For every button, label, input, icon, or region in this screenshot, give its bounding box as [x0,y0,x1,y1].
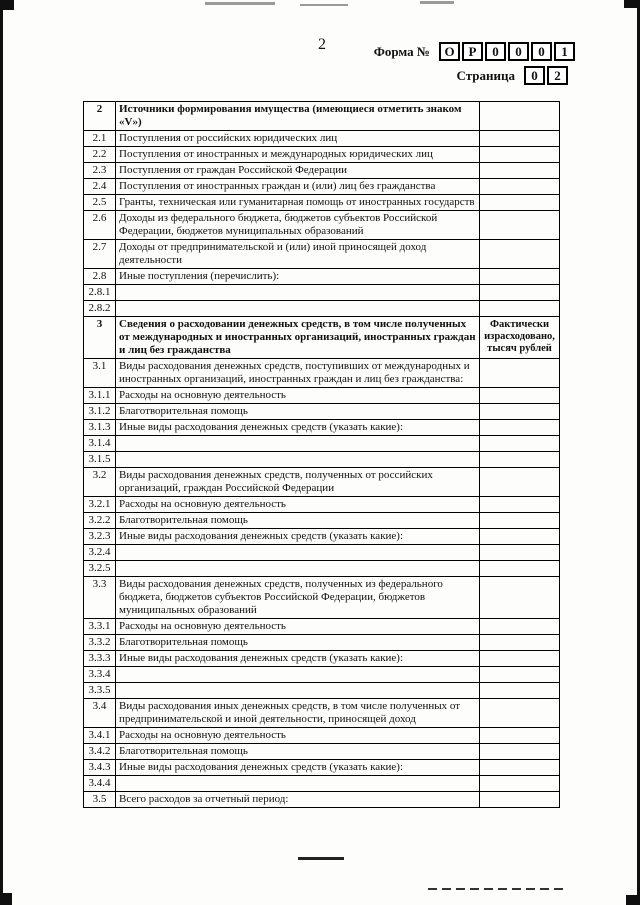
row-text: Иные виды расходования денежных средств (указать какие): [116,529,480,545]
page-code-line [457,66,568,85]
row-number: 3.1.2 [84,404,116,420]
row-value [480,513,560,529]
row-value [480,760,560,776]
row-value [480,285,560,301]
row-text: Расходы на основную деятельность [116,388,480,404]
row-text: Поступления от иностранных и международных юридических лиц [116,147,480,163]
row-number: 2.6 [84,211,116,240]
row-text: Источники формирования имущества (имеющиеся отметить знаком «V») [116,102,480,131]
table-row [84,635,560,651]
row-text: Иные поступления (перечислить): [116,269,480,285]
row-text: Виды расходования денежных средств, поступивших от международных и иностранных организаций, иностранных граждан и лиц без гражданства: [116,359,480,388]
row-value [480,269,560,285]
table-row [84,513,560,529]
row-number: 2.5 [84,195,116,211]
row-value [480,776,560,792]
row-value [480,436,560,452]
row-text [116,776,480,792]
row-text: Благотворительная помощь [116,404,480,420]
table-row [84,667,560,683]
table-row [84,404,560,420]
row-text [116,667,480,683]
row-text: Доходы из федерального бюджета, бюджетов субъектов Российской Федерации, бюджетов муниципальных образований [116,211,480,240]
table-row [84,683,560,699]
table-row [84,792,560,808]
row-value [480,468,560,497]
table-row [84,317,560,359]
row-text: Сведения о расходовании денежных средств, в том числе полученных от международных и иностранных организаций, иностранных граждан и лиц без гражданства [116,317,480,359]
form-number-label: Форма № [373,43,430,59]
table-row [84,359,560,388]
row-number: 3.4.2 [84,744,116,760]
scan-artifact-corner [0,0,14,10]
row-number: 3.3.1 [84,619,116,635]
row-text: Благотворительная помощь [116,513,480,529]
row-value [480,728,560,744]
row-number: 3.1.5 [84,452,116,468]
page-code-boxes [522,66,568,85]
code-box: 0 [508,42,529,61]
code-box: 0 [524,66,545,85]
table-row [84,545,560,561]
row-text [116,561,480,577]
row-number: 3.2 [84,468,116,497]
scan-noise [420,1,454,4]
page-code-label: Страница [456,67,515,83]
row-number: 3.3.4 [84,667,116,683]
row-value [480,667,560,683]
row-number: 2.7 [84,240,116,269]
table-row [84,211,560,240]
row-number: 3.2.2 [84,513,116,529]
row-number: 2.8.1 [84,285,116,301]
form-code-boxes [437,42,575,61]
table-row [84,468,560,497]
row-text [116,301,480,317]
table-row [84,452,560,468]
row-text: Виды расходования денежных средств, полученных от российских организаций, граждан Российской Федерации [116,468,480,497]
scan-artifact-corner [626,895,640,905]
code-box: 1 [554,42,575,61]
table-row [84,744,560,760]
row-text: Иные виды расходования денежных средств (указать какие): [116,420,480,436]
row-text: Поступления от иностранных граждан и (или) лиц без гражданства [116,179,480,195]
row-number: 3.4.4 [84,776,116,792]
table-row [84,760,560,776]
scan-artifact-dashed-mark [428,888,568,890]
row-value [480,179,560,195]
row-number: 2.2 [84,147,116,163]
table-row [84,529,560,545]
row-text [116,436,480,452]
table-row [84,102,560,131]
row-number: 3.1 [84,359,116,388]
table-row [84,699,560,728]
table-row [84,147,560,163]
row-text: Благотворительная помощь [116,635,480,651]
row-value [480,651,560,667]
row-text [116,452,480,468]
row-value [480,545,560,561]
table-row [84,561,560,577]
table-row [84,195,560,211]
row-text [116,683,480,699]
row-text: Поступления от граждан Российской Федерации [116,163,480,179]
row-value [480,683,560,699]
scan-artifact-corner [624,0,640,8]
row-value [480,404,560,420]
row-number: 3.1.1 [84,388,116,404]
row-value [480,635,560,651]
scan-artifact-left-edge [0,0,3,905]
row-value [480,163,560,179]
code-box: Р [462,42,483,61]
table-row [84,497,560,513]
row-number: 3 [84,317,116,359]
row-number: 3.2.1 [84,497,116,513]
row-value [480,529,560,545]
row-value [480,577,560,619]
row-number: 3.2.4 [84,545,116,561]
table-row [84,179,560,195]
row-text: Гранты, техническая или гуманитарная помощь от иностранных государств [116,195,480,211]
row-number: 3.3.3 [84,651,116,667]
row-value [480,619,560,635]
row-text: Расходы на основную деятельность [116,619,480,635]
row-number: 3.4.1 [84,728,116,744]
row-text: Иные виды расходования денежных средств (указать какие): [116,760,480,776]
code-box: 2 [547,66,568,85]
scan-noise [205,2,275,5]
table-row [84,577,560,619]
row-value [480,792,560,808]
row-value [480,301,560,317]
table-row [84,728,560,744]
row-number: 3.2.3 [84,529,116,545]
row-number: 3.1.4 [84,436,116,452]
row-text: Поступления от российских юридических лиц [116,131,480,147]
row-number: 3.4 [84,699,116,728]
row-value [480,131,560,147]
row-number: 2.8.2 [84,301,116,317]
row-value [480,240,560,269]
table-row [84,240,560,269]
row-value: Фактически израсходовано, тысяч рублей [480,317,560,359]
row-text: Расходы на основную деятельность [116,497,480,513]
row-value [480,497,560,513]
row-number: 3.3.2 [84,635,116,651]
row-number: 2.4 [84,179,116,195]
row-value [480,388,560,404]
row-value [480,699,560,728]
table-row [84,619,560,635]
row-value [480,195,560,211]
row-text: Виды расходования денежных средств, полученных из федерального бюджета, бюджетов субъектов Российской Федерации, бюджетов муниципальных образований [116,577,480,619]
scan-artifact-mark [298,857,344,860]
table-row [84,420,560,436]
code-box: 0 [485,42,506,61]
scan-noise [300,4,348,6]
table-row [84,285,560,301]
row-text: Благотворительная помощь [116,744,480,760]
row-value [480,102,560,131]
table-row [84,301,560,317]
row-text: Иные виды расходования денежных средств (указать какие): [116,651,480,667]
row-text: Всего расходов за отчетный период: [116,792,480,808]
scan-artifact-corner [0,893,12,905]
table-row [84,163,560,179]
row-text: Виды расходования иных денежных средств, в том числе полученных от предпринимательской и иной деятельности, приносящей доход [116,699,480,728]
row-value [480,452,560,468]
table-row [84,131,560,147]
table-row [84,269,560,285]
row-number: 2.3 [84,163,116,179]
row-number: 3.3.5 [84,683,116,699]
table-row [84,388,560,404]
row-value [480,211,560,240]
row-value [480,359,560,388]
row-number: 3.1.3 [84,420,116,436]
page-number: 2 [318,36,326,53]
row-number: 2 [84,102,116,131]
table-row [84,651,560,667]
row-value [480,744,560,760]
row-text: Расходы на основную деятельность [116,728,480,744]
code-box: О [439,42,460,61]
table-row [84,436,560,452]
form-number-line [374,42,575,61]
row-number: 3.5 [84,792,116,808]
row-number: 2.8 [84,269,116,285]
form-table [83,101,560,808]
row-text: Доходы от предпринимательской и (или) иной приносящей доход деятельности [116,240,480,269]
row-value [480,147,560,163]
table-row [84,776,560,792]
code-box: 0 [531,42,552,61]
row-text [116,545,480,561]
row-value [480,561,560,577]
row-number: 3.4.3 [84,760,116,776]
row-number: 2.1 [84,131,116,147]
row-number: 3.3 [84,577,116,619]
row-text [116,285,480,301]
row-value [480,420,560,436]
row-number: 3.2.5 [84,561,116,577]
